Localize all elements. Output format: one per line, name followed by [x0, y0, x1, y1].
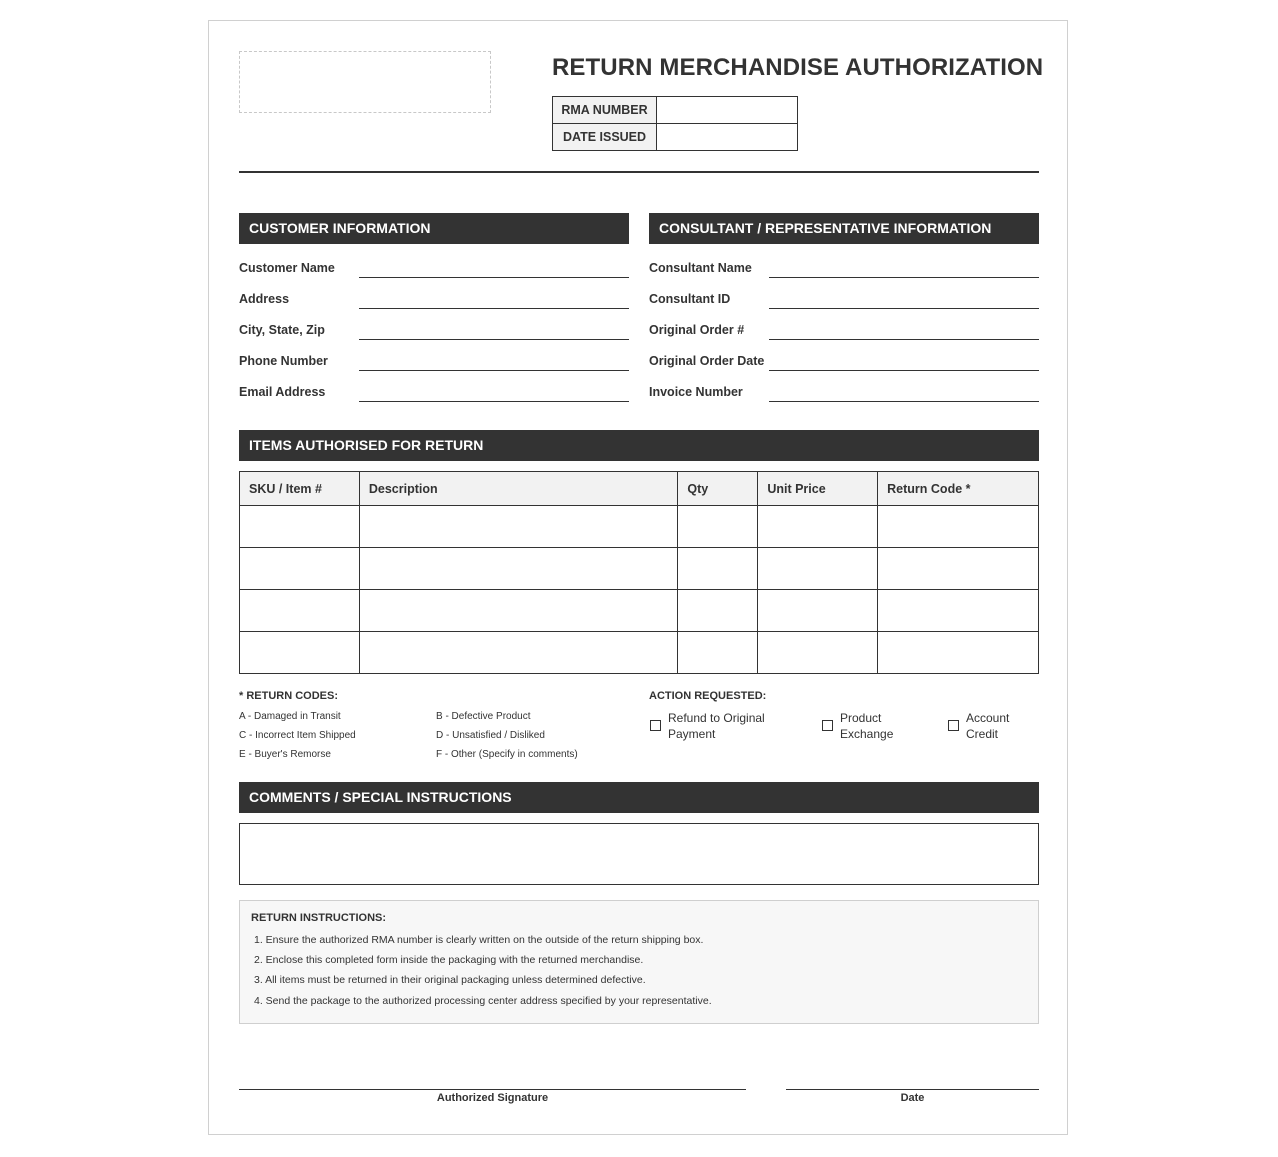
date-issued-label: DATE ISSUED [553, 124, 657, 151]
field-label: Customer Name [239, 261, 335, 275]
table-cell[interactable] [359, 506, 678, 548]
rma-number-field[interactable] [657, 97, 798, 124]
items-section-header: ITEMS AUTHORISED FOR RETURN [239, 430, 1039, 461]
signature-line[interactable] [239, 1089, 746, 1090]
column-header-return-code: Return Code * [878, 472, 1039, 506]
return-code-c: C - Incorrect Item Shipped [239, 730, 356, 741]
product-exchange-option-label [840, 710, 893, 742]
product-exchange-checkbox[interactable] [822, 720, 833, 731]
option-label-line: Payment [668, 727, 716, 741]
items-header-row [240, 472, 1039, 506]
return-instructions-box [239, 900, 1039, 1024]
customer-fields [239, 247, 629, 407]
column-header-qty: Qty [678, 472, 758, 506]
return-code-d: D - Unsatisfied / Disliked [436, 730, 545, 741]
field-label: Consultant Name [649, 261, 752, 275]
instruction-item: 1. Ensure the authorized RMA number is clearly written on the outside of the return shipping box. [254, 934, 704, 946]
table-cell[interactable] [240, 506, 360, 548]
comments-section-header: COMMENTS / SPECIAL INSTRUCTIONS [239, 782, 1039, 813]
option-label-line: Exchange [840, 727, 894, 741]
table-cell[interactable] [240, 632, 360, 674]
address-row [239, 278, 629, 309]
refund-checkbox[interactable] [650, 720, 661, 731]
field-label: Consultant ID [649, 292, 731, 306]
field-label: Address [239, 292, 290, 306]
customer-name-row [239, 247, 629, 278]
header-divider [239, 171, 1039, 173]
table-cell[interactable] [359, 590, 678, 632]
date-label: Date [900, 1092, 925, 1104]
column-header-unit-price: Unit Price [758, 472, 878, 506]
refund-option-label [668, 710, 765, 742]
logo-placeholder [239, 51, 491, 113]
instruction-item: 3. All items must be returned in their original packaging unless determined defective. [254, 974, 646, 986]
return-codes-title: * RETURN CODES: [239, 690, 339, 702]
action-requested-title: ACTION REQUESTED: [649, 690, 767, 702]
table-cell[interactable] [878, 590, 1039, 632]
email-address-row [239, 371, 629, 402]
table-row [240, 548, 1039, 590]
table-cell[interactable] [678, 548, 758, 590]
table-cell[interactable] [758, 548, 878, 590]
table-row [240, 632, 1039, 674]
table-cell[interactable] [240, 590, 360, 632]
invoice-number-row [649, 371, 1039, 402]
phone-number-row [239, 340, 629, 371]
table-cell[interactable] [758, 632, 878, 674]
instructions-title: RETURN INSTRUCTIONS: [251, 912, 387, 924]
table-cell[interactable] [878, 632, 1039, 674]
rma-number-label: RMA NUMBER [553, 97, 657, 124]
date-issued-field[interactable] [657, 124, 798, 151]
option-label-line: Refund to Original [668, 711, 765, 725]
table-cell[interactable] [758, 590, 878, 632]
field-label: City, State, Zip [239, 323, 325, 337]
consultant-id-row [649, 278, 1039, 309]
rma-form-page [208, 20, 1068, 1135]
original-order-date-row [649, 340, 1039, 371]
date-line[interactable] [786, 1089, 1039, 1090]
rma-header-table [552, 96, 798, 151]
field-label: Phone Number [239, 354, 328, 368]
return-code-b: B - Defective Product [436, 711, 531, 722]
table-cell[interactable] [678, 632, 758, 674]
signature-label: Authorized Signature [436, 1092, 549, 1104]
field-label: Original Order # [649, 323, 745, 337]
page-title: RETURN MERCHANDISE AUTHORIZATION [552, 54, 1044, 81]
original-order-row [649, 309, 1039, 340]
table-row [240, 506, 1039, 548]
table-cell[interactable] [678, 506, 758, 548]
consultant-section-header: CONSULTANT / REPRESENTATIVE INFORMATION [649, 213, 1039, 244]
column-header-description: Description [359, 472, 678, 506]
email-address-input[interactable] [359, 401, 629, 402]
consultant-fields [649, 247, 1039, 407]
invoice-number-input[interactable] [769, 401, 1039, 402]
comments-textarea[interactable] [239, 823, 1039, 885]
table-cell[interactable] [359, 632, 678, 674]
table-cell[interactable] [878, 506, 1039, 548]
field-label: Original Order Date [649, 354, 765, 368]
return-code-f: F - Other (Specify in comments) [436, 749, 578, 760]
customer-section-header: CUSTOMER INFORMATION [239, 213, 629, 244]
option-label-line: Credit [966, 727, 999, 741]
city-state-zip-row [239, 309, 629, 340]
table-cell[interactable] [758, 506, 878, 548]
field-label: Invoice Number [649, 385, 743, 399]
instruction-item: 2. Enclose this completed form inside the packaging with the returned merchandise. [254, 954, 644, 966]
table-row [240, 590, 1039, 632]
option-label-line: Product [840, 711, 882, 725]
return-code-e: E - Buyer's Remorse [239, 749, 331, 760]
field-label: Email Address [239, 385, 326, 399]
table-cell[interactable] [878, 548, 1039, 590]
consultant-name-row [649, 247, 1039, 278]
column-header-sku: SKU / Item # [240, 472, 360, 506]
table-cell[interactable] [359, 548, 678, 590]
table-cell[interactable] [240, 548, 360, 590]
table-cell[interactable] [678, 590, 758, 632]
items-table [239, 471, 1039, 674]
option-label-line: Account [966, 711, 1010, 725]
return-code-a: A - Damaged in Transit [239, 711, 341, 722]
instruction-item: 4. Send the package to the authorized processing center address specified by your representative. [254, 995, 712, 1007]
account-credit-option-label [966, 710, 1009, 742]
account-credit-checkbox[interactable] [948, 720, 959, 731]
